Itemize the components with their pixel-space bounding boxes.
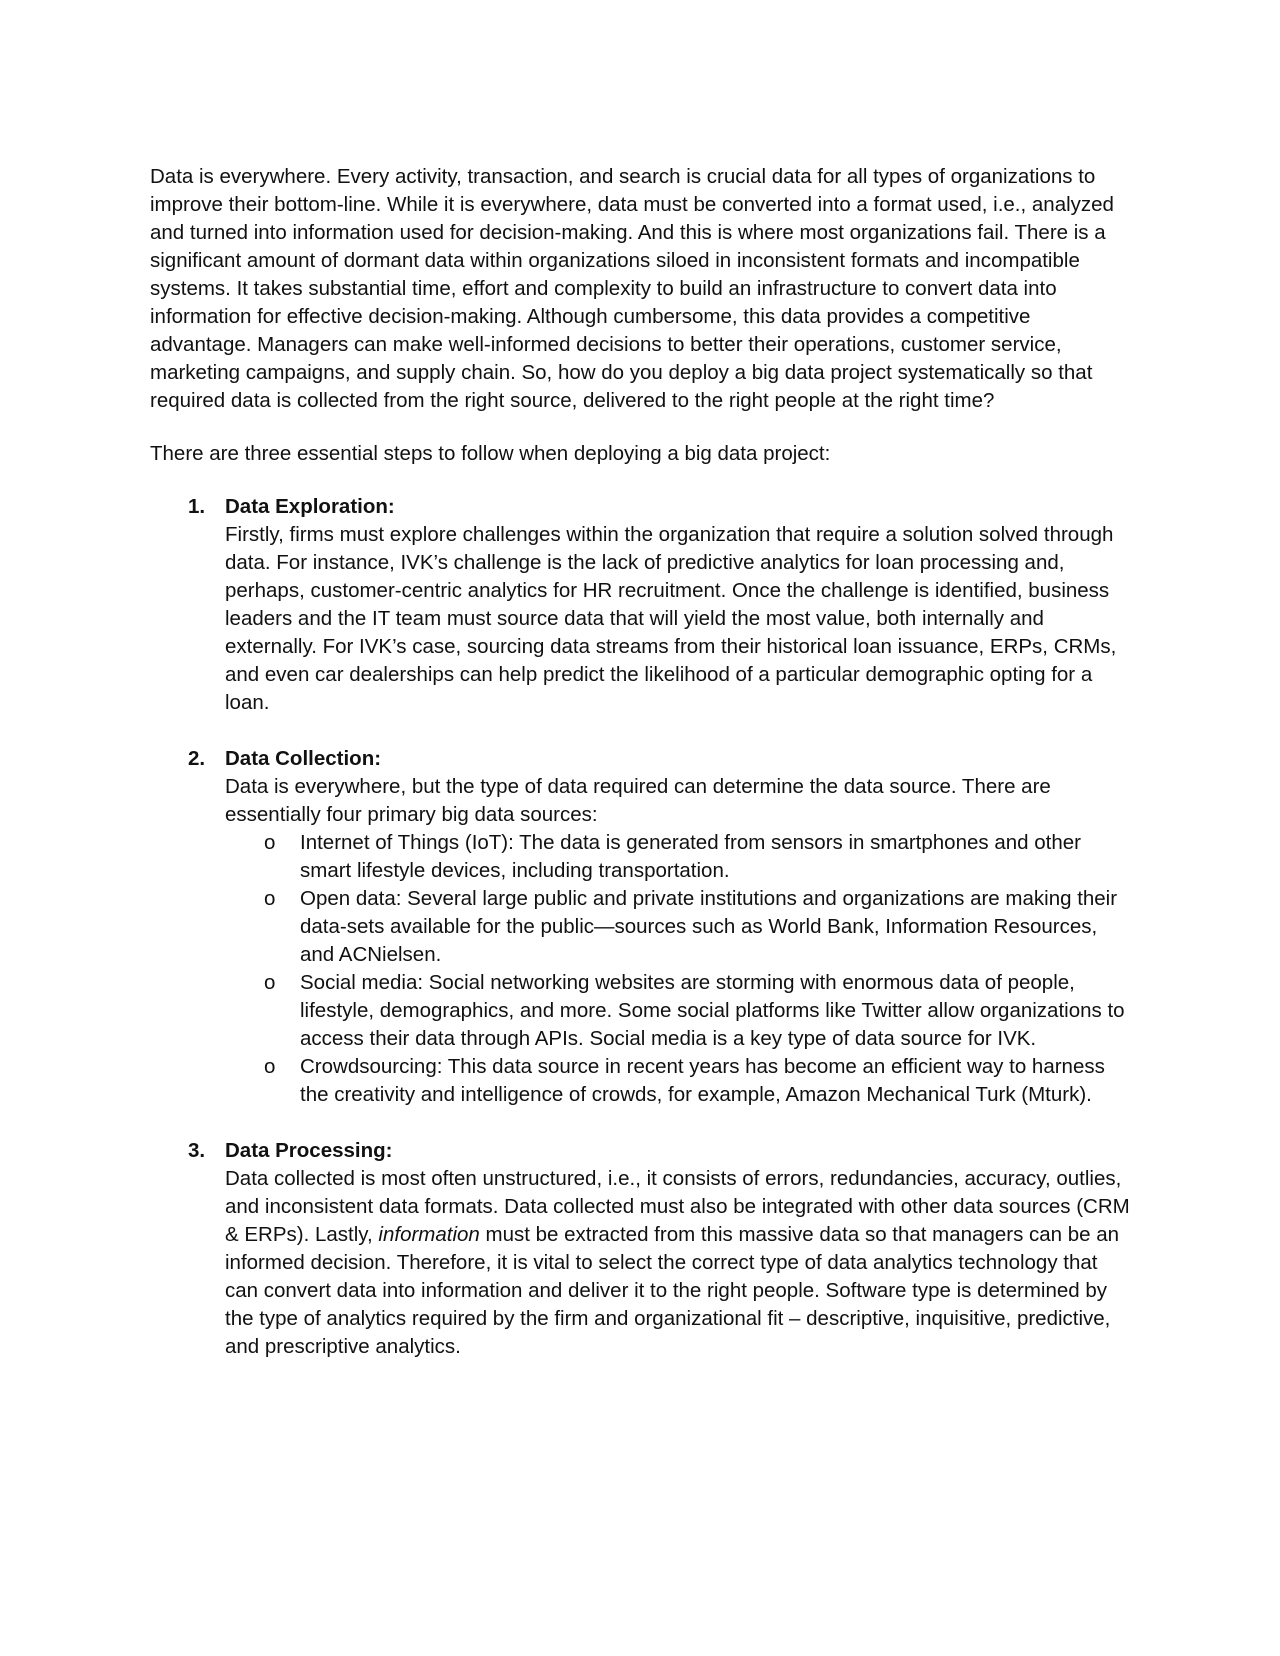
data-sources-list <box>225 829 1130 1109</box>
step-item-data-processing <box>150 1137 1130 1361</box>
list-item <box>225 885 1130 969</box>
source-text: Crowdsourcing: This data source in recent years has become an efficient way to harness the creativity and intelligence of crowds, for example, Amazon Mechanical Turk (Mturk). <box>300 1055 1105 1106</box>
step-item-data-exploration <box>150 493 1130 717</box>
steps-lead-paragraph: There are three essential steps to follow when deploying a big data project: <box>150 442 831 465</box>
step-number: 2. <box>188 747 206 770</box>
step-title: Data Collection: <box>225 747 382 770</box>
bullet-icon: o <box>264 1055 276 1078</box>
step-body <box>225 1165 1130 1361</box>
list-item <box>225 969 1130 1053</box>
step-title: Data Exploration: <box>225 495 395 518</box>
bullet-icon: o <box>264 831 276 854</box>
document-page <box>150 163 1130 1389</box>
step-body-text: must be extracted from this massive data so that managers can be an informed decision. Therefore, it is vital to select the correct type of data analytics technology that can convert data into information and deliver it to the right people. Software type is determined by the type of analytics required by the firm and organizational fit – descriptive, inquisitive, predictive, and prescriptive analytics. <box>225 1223 1120 1358</box>
step-number: 3. <box>188 1139 206 1162</box>
steps-list <box>150 493 1130 1361</box>
bullet-icon: o <box>264 887 276 910</box>
step-body: Firstly, firms must explore challenges within the organization that require a solution solved through data. For instance, IVK’s challenge is the lack of predictive analytics for loan processing and, perhaps, customer-centric analytics for HR recruitment. Once the challenge is identified, business leaders and the IT team must source data that will yield the most value, both internally and externally. For IVK’s case, sourcing data streams from their historical loan issuance, ERPs, CRMs, and even car dealerships can help predict the likelihood of a particular demographic opting for a loan. <box>225 523 1117 714</box>
emphasis-text: information <box>378 1223 480 1246</box>
bullet-icon: o <box>264 971 276 994</box>
step-body: Data is everywhere, but the type of data required can determine the data source. There are essentially four primary big data sources: <box>225 775 1051 826</box>
source-text: Social media: Social networking websites are storming with enormous data of people, lifestyle, demographics, and more. Some social platforms like Twitter allow organizations to access their data through APIs. Social media is a key type of data source for IVK. <box>300 971 1125 1050</box>
step-number: 1. <box>188 495 206 518</box>
source-text: Internet of Things (IoT): The data is generated from sensors in smartphones and other smart lifestyle devices, including transportation. <box>300 831 1081 882</box>
source-text: Open data: Several large public and private institutions and organizations are making their data-sets available for the public—sources such as World Bank, Information Resources, and ACNielsen. <box>300 887 1118 966</box>
list-item <box>225 829 1130 885</box>
intro-paragraph: Data is everywhere. Every activity, transaction, and search is crucial data for all types of organizations to improve their bottom-line. While it is everywhere, data must be converted into a format used, i.e., analyzed and turned into information used for decision-making. And this is where most organizations fail. There is a significant amount of dormant data within organizations siloed in inconsistent formats and incompatible systems. It takes substantial time, effort and complexity to build an infrastructure to convert data into information for effective decision-making. Although cumbersome, this data provides a competitive advantage. Managers can make well-informed decisions to better their operations, customer service, marketing campaigns, and supply chain. So, how do you deploy a big data project systematically so that required data is collected from the right source, delivered to the right people at the right time? <box>150 165 1114 412</box>
step-item-data-collection <box>150 745 1130 1109</box>
step-title: Data Processing: <box>225 1139 393 1162</box>
list-item <box>225 1053 1130 1109</box>
step-body-text: Data collected is most often unstructured, i.e., it consists of errors, redundancies, accuracy, outlies, and inconsistent data formats. Data collected must also be integrated with other data sources (CRM & ERPs). Lastly, <box>225 1167 1130 1246</box>
